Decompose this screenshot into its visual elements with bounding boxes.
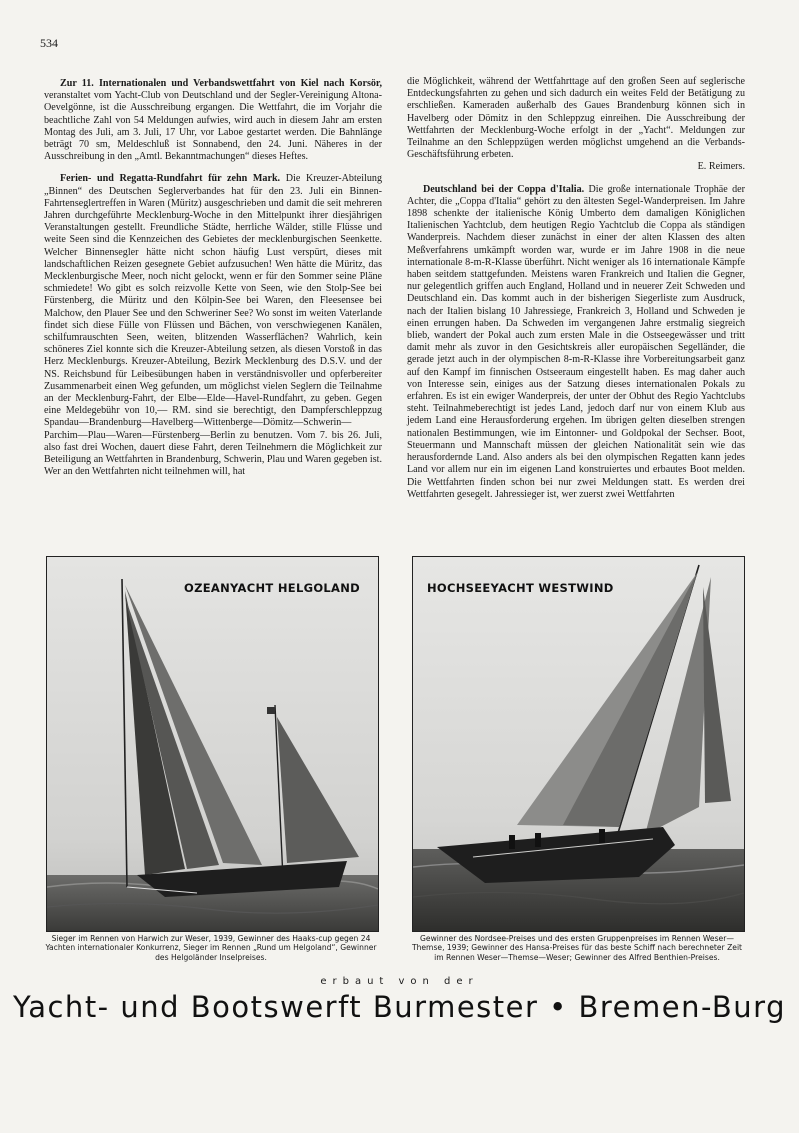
photo-title: HOCHSEEYACHT WESTWIND xyxy=(427,581,614,595)
article-coppa xyxy=(407,184,745,501)
article-heading: Ferien- und Regatta-Rundfahrt für zehn Mark. xyxy=(60,173,281,185)
photo-title: OZEANYACHT HELGOLAND xyxy=(184,581,360,595)
author-signature: E. Reimers. xyxy=(697,161,745,173)
advert-built-by: erbaut von der xyxy=(320,976,479,987)
yacht-helgoland-image xyxy=(47,557,378,931)
article-rundfahrt xyxy=(44,173,382,478)
article-rundfahrt-continued xyxy=(407,76,745,174)
article-text: die Möglichkeit, während der Wettfahrttage auf den großen Seen auf seglerische Entdeckungsfahrten zu gehen und sich dadurch ein weites Feld der Betätigung zu erschließen. Kameraden außerhalb des Gaues Brandenburg können sich in Havelberg oder Dömitz in den Schleppzug einreihen. Die Ausschreibung der Wettfahrten der Mecklenburg-Woche erfolgt in der „Yacht“. Meldungen zur Teilnahme an den Schleppzügen werden möglichst umgehend an die Verbands-Geschäftsführung erbeten. xyxy=(407,76,745,161)
article-heading: Deutschland bei der Coppa d'Italia. xyxy=(423,183,585,195)
yacht-westwind-image xyxy=(413,557,744,931)
photo-helgoland xyxy=(46,556,379,932)
article-heading: Zur 11. Internationalen und Verbandswettfahrt von Kiel nach Korsör, xyxy=(60,78,382,89)
advert-company-name: Yacht- und Bootswerft Burmester • Bremen-Burg xyxy=(13,990,786,1024)
page-number: 534 xyxy=(40,36,58,50)
left-column xyxy=(44,78,382,489)
article-text: veranstaltet vom Yacht-Club von Deutschland und der Segler-Vereinigung Altona-Oevelgönne, ist die Ausschreibung ergangen. Die Wettfahrt, die im Vorjahr die beachtliche Zahl von 54 Meldungen aufwies, wird auch in diesem Jahr am ersten Montag des Juli, am 3. Juli, 17 Uhr, vor Laboe gestartet werden. Die Bahnlänge beträgt 70 sm, Meldeschluß ist Sonnabend, den 24. Juni. Näheres in der Ausschreibung in den „Amtl. Bekanntmachungen“ dieses Heftes. xyxy=(44,90,382,163)
photo-caption: Sieger im Rennen von Harwich zur Weser, 1939, Gewinner des Haaks-cup gegen 24 Yachten internationaler Konkurrenz, Sieger im Rennen „Rund um Helgoland“, Gewinner des Helgoländer Inselpreises. xyxy=(45,934,377,962)
article-korsoer xyxy=(44,78,382,163)
article-text: Die große internationale Trophäe der Achter, die „Coppa d'Italia“ gehört zu den ältesten Segel-Wanderpreisen. Im Jahre 1898 schenkte der italienische König Umberto dem damaligen Königlichen Italienischen Yachtclub, dem heutigen Regio Yachtclub die Coppa als ständigen Wanderpreis. Nachdem dieser zunächst in einer der alten Klassen des alten Meßverfahrens umkämpft worden war, wurde er im Jahre 1908 in die neue internationale 8-m-R-Klasse überführt. Nicht weniger als 16 internationale Kämpfe haben seitdem stattgefunden. Meistens waren Frankreich und Italien die Gegner, nur gelegentlich griffen auch England, Holland und in neuerer Zeit Schweden und Deutschland ein. Das kommt auch in der bisherigen Siegerliste zum Ausdruck, nach der Italien bislang 10 Jahressiege, Frankreich 3, Holland und Schweden je einen errungen haben. Da Schweden im vergangenen Jahre erstmalig siegreich blieb, wandert der Pokal auch zum ersten Male in die Ostseegewässer und tritt damit mehr als zuvor in den Gesichtskreis aller europäischen Segelländer, die gerade jetzt auch in der olympischen 8-m-R-Klasse ihre Vorbereitungsarbeit ganz auf den Kampf im finnischen Ostseeraum eingestellt haben. Es mag daher auch von Interesse sein, einiges aus der Satzung dieses internationalen Pokals zu erfahren. Es ist ein ewiger Wanderpreis, der unter der Obhut des Regio Yachtclubs steht. Teilnahmeberechtigt ist jedes Land, jedoch darf nur von einem Klub aus jedem Land eine Herausforderung ergehen. Im übrigen gelten dieselben strengen nationalen Bestimmungen, wie im Eintonner- und Goldpokal der Sechser. Boot, Steuermann und Mannschaft müssen der gleichen Nationalität sein wie das herausfordernde Land. Also anders als bei den olympischen Regatten kann jedes Land vor allem nur ein im eigenen Land konstruiertes und erbautes Boot melden. Die Wettfahrten finden schon bei nur zwei Meldungen statt. Es werden drei Wettfahrten gesegelt. Jahressieger ist, wer zuerst zwei Wettfahrten xyxy=(407,183,745,500)
right-column xyxy=(407,76,745,511)
photo-westwind xyxy=(412,556,745,932)
article-text: Die Kreuzer-Abteilung „Binnen“ des Deutschen Seglerverbandes hat für den 23. Juli ein Binnen-Fahrtenseglertreffen in Waren (Müritz) ausgeschrieben und damit die seit mehreren Jahren durchgeführte Mecklenburg-Woche in den Mittelpunkt ihrer diesjährigen Veranstaltungen gestellt. Freundliche Städte, herrliche Wälder, stille Flüsse und weite Seen sind die Kennzeichen des Gebietes der mecklenburgischen Seenkette. Welcher Binnensegler hätte nicht schon häufig Lust verspürt, dieses mit landschaftlichen Reizen gesegnete Gebiet aufzusuchen! Wen hätte die Müritz, das Mecklenburgische Meer, noch nicht gelockt, wenn er für den Sommer seine Pläne schmiedete! Wo gibt es solch reizvolle Kette von Seen, wie den Stolp-See bei Fürstenberg, die Müritz und den Kölpin-See bei Waren, den Fleesensee bei Malchow, den Plauer See und den Schweriner See? Wo sonst im weiten Vaterlande findet sich diese Fülle von Flüssen und Bächen, von verschwiegenen Kanälen, schilfumrauschten Seen, weiten, blitzenden Wasserflächen? Wahrlich, kein schöneres Ziel konnte sich die Kreuzer-Abteilung setzen, als diesen Vorstoß in das Herz Mecklenburgs. Kreuzer-Abteilung, Bezirk Mecklenburg des D.S.V. und der NS. Reichsbund für Leibesübungen haben in verständnisvoller und opferbereiter Zusammenarbeit einen Weg gefunden, um möglichst vielen Seglern die Teilnahme an der Mecklenburg-Fahrt, der Elbe—Elde—Havel-Rundfahrt, zu geben. Gegen eine Meldegebühr von 10,— RM. sind sie berechtigt, den Dampferschleppzug Spandau—Brandenburg—Havelberg—Wittenberge—Dömitz—Schwerin—Parchim—Plau—Waren—Fürstenberg—Berlin zu benutzen. Vom 7. bis 26. Juli, also fast drei Wochen, dauert diese Fahrt, deren Teilnehmern die Möglichkeit zur Beteiligung an Wettfahrten in Brandenburg, Schwerin, Plau und Waren gegeben ist. Wer an den Wettfahrten nicht teilnehmen will, hat xyxy=(44,173,382,478)
photo-caption: Gewinner des Nordsee-Preises und des ersten Gruppenpreises im Rennen Weser—Themse, 1939; Gewinner des Hansa-Preises für das beste Schiff nach berechneter Zeit im Rennen Weser—Themse—Weser; Gewinner des Alfred Benthien-Preises. xyxy=(411,934,743,962)
